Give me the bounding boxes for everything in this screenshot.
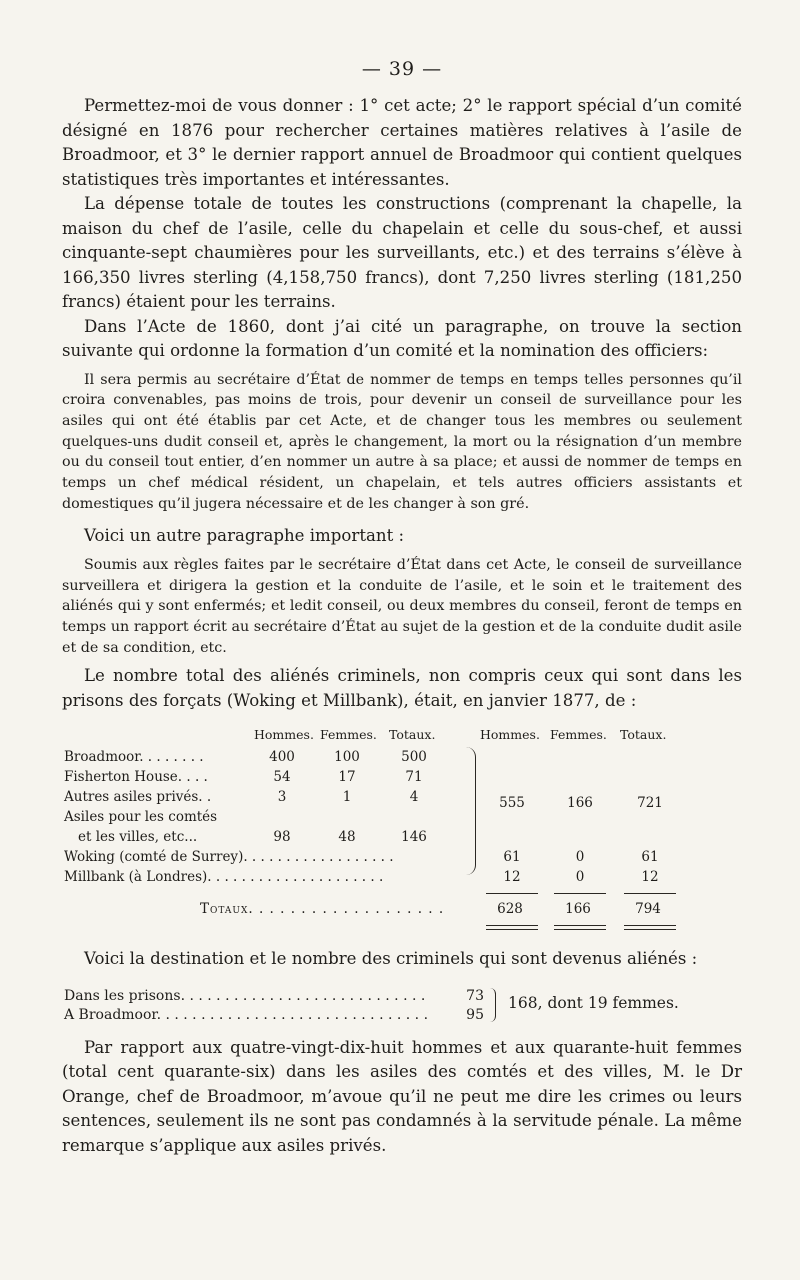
table-row [64, 849, 734, 869]
paragraph-intro: Permettez-moi de vous donner : 1° cet acte; 2° le rapport spécial d’un comité désigné en 1876 pour rechercher certaines matières relatives à l’asile de Broadmoor, et 3° le dernier rapport annuel de Broadmoor qui contient quelques statistiques très importantes et intéressantes. [62, 96, 742, 189]
row-label: Fisherton House. . . . [64, 769, 208, 786]
row-label: Asiles pour les comtés [64, 809, 218, 826]
sum-rule [554, 893, 606, 894]
quote-council-duties: Soumis aux règles faites par le secrétaire d’État dans cet Acte, le conseil de surveillance surveillera et dirigera la gestion et la conduite de l’asile, et le soin et le traitement des aliénés qui y sont enfermés; et ledit conseil, ou deux membres du conseil, feront de temps en temps un rapport écrit au secrétaire d’État au sujet de la gestion et de la conduite dudit asile et de sa condition, etc. [62, 556, 742, 656]
row-label: Millbank (à Londres). . . . . . . . . . . . . . . . . . . . . [64, 869, 384, 886]
row-label: Broadmoor. . . . . . . . [64, 749, 204, 766]
total-femmes: 166 [565, 901, 591, 918]
row-label: Autres asiles privés. . [64, 789, 212, 806]
dest-value-broadmoor: 95 [466, 1006, 484, 1023]
table-row [64, 749, 734, 769]
dest-brace [489, 988, 496, 1022]
cell-femmes: 0 [575, 869, 585, 886]
cell-totaux: 61 [641, 849, 659, 866]
row-label: et les villes, etc... [78, 829, 198, 846]
statistics-table [62, 727, 742, 947]
table-row [64, 829, 734, 849]
col-header-totaux-2: Totaux. [620, 727, 667, 743]
paragraph-another: Voici un autre paragraphe important : [84, 526, 405, 546]
cell-hommes: 3 [277, 789, 287, 806]
table-row [64, 809, 734, 829]
dest-label-prisons: Dans les prisons. . . . . . . . . . . . . . . . . . . . . . . . . . . . [64, 987, 426, 1004]
cell-femmes: 1 [342, 789, 352, 806]
total-totaux: 794 [635, 901, 661, 918]
sum-rule [624, 893, 676, 894]
page-number: — 39 — [361, 58, 443, 80]
paragraph-act-1860: Dans l’Acte de 1860, dont j’ai cité un paragraphe, on trouve la section suivante qui ordonne la formation d’un comité et la nomination des officiers: [62, 316, 742, 360]
paragraph-total-count: Le nombre total des aliénés criminels, non compris ceux qui sont dans les prisons des forçats (Woking et Millbank), était, en janvier 1877, de : [62, 666, 742, 710]
cell-hommes: 12 [503, 869, 521, 886]
destination-table [62, 982, 742, 1036]
col-header-femmes-2: Femmes. [550, 727, 607, 743]
quote-council-appointment: Il sera permis au secrétaire d’État de nommer de temps en temps telles personnes qu’il croira convenables, pas moins de trois, pour devenir un conseil de surveillance pour les asiles qui ont été établis par cet Acte, et de changer tous les membres ou seulement quelques-uns dudit conseil et, après le changement, la mort ou la résignation d’un membre ou du conseil tout entier, d’en nommer un autre à sa place; et aussi de nommer de temps en temps un chef médical résident, un chapelain, et tels autres officiers assistants et domestiques qu’il jugera nécessaire et de les changer à son gré. [62, 371, 742, 512]
dest-label-broadmoor: A Broadmoor. . . . . . . . . . . . . . . . . . . . . . . . . . . . . . . [64, 1006, 429, 1023]
col-header-totaux-1: Totaux. [389, 727, 436, 743]
cell-femmes: 17 [338, 769, 356, 786]
dest-summary: 168, dont 19 femmes. [508, 993, 679, 1012]
total-double-rule [624, 925, 676, 930]
paragraph-orange: Par rapport aux quatre-vingt-dix-huit hommes et aux quarante-huit femmes (total cent quarante-six) dans les asiles des comtés et des villes, M. le Dr Orange, chef de Broadmoor, m’avoue qu’il ne peut me dire les crimes ou leurs sentences, seulement ils ne sont pas condamnés à la servitude pénale. La même remarque s’applique aux asiles privés. [62, 1037, 742, 1155]
group-total-hommes: 555 [499, 795, 525, 812]
cell-totaux: 500 [401, 749, 427, 766]
cell-femmes: 48 [338, 829, 356, 846]
col-header-hommes-2: Hommes. [480, 727, 540, 743]
col-header-femmes-1: Femmes. [320, 727, 377, 743]
cell-totaux: 71 [405, 769, 423, 786]
table-row [64, 769, 734, 789]
cell-hommes: 54 [273, 769, 291, 786]
cell-totaux: 4 [409, 789, 419, 806]
paragraph-costs: La dépense totale de toutes les constructions (comprenant la chapelle, la maison du chef de l’asile, celle du chapelain et celle du sous-chef, et aussi cinquante-sept chaumières pour les surveillants, etc.) et des terrains s’élève à 166,350 livres sterling (4,158,750 francs), dont 7,250 livres sterling (181,250 francs) étaient pour les terrains. [62, 194, 742, 311]
group-total-femmes: 166 [567, 795, 593, 812]
total-label: Totaux. . . . . . . . . . . . . . . . . . . [200, 901, 445, 918]
cell-femmes: 0 [575, 849, 585, 866]
sum-rule [486, 893, 538, 894]
cell-hommes: 61 [503, 849, 521, 866]
paragraph-destination: Voici la destination et le nombre des criminels qui sont devenus aliénés : [84, 949, 698, 969]
total-double-rule [554, 925, 606, 930]
cell-totaux: 146 [401, 829, 427, 846]
total-double-rule [486, 925, 538, 930]
cell-totaux: 12 [641, 869, 659, 886]
cell-hommes: 98 [273, 829, 291, 846]
row-label: Woking (comté de Surrey). . . . . . . . . . . . . . . . . . [64, 849, 394, 866]
document-page [62, 58, 742, 1158]
total-hommes: 628 [497, 901, 523, 918]
col-header-hommes-1: Hommes. [254, 727, 314, 743]
table-row [64, 869, 734, 889]
cell-hommes: 400 [269, 749, 295, 766]
dest-value-prisons: 73 [466, 987, 484, 1004]
cell-femmes: 100 [334, 749, 360, 766]
group-total-totaux: 721 [637, 795, 663, 812]
